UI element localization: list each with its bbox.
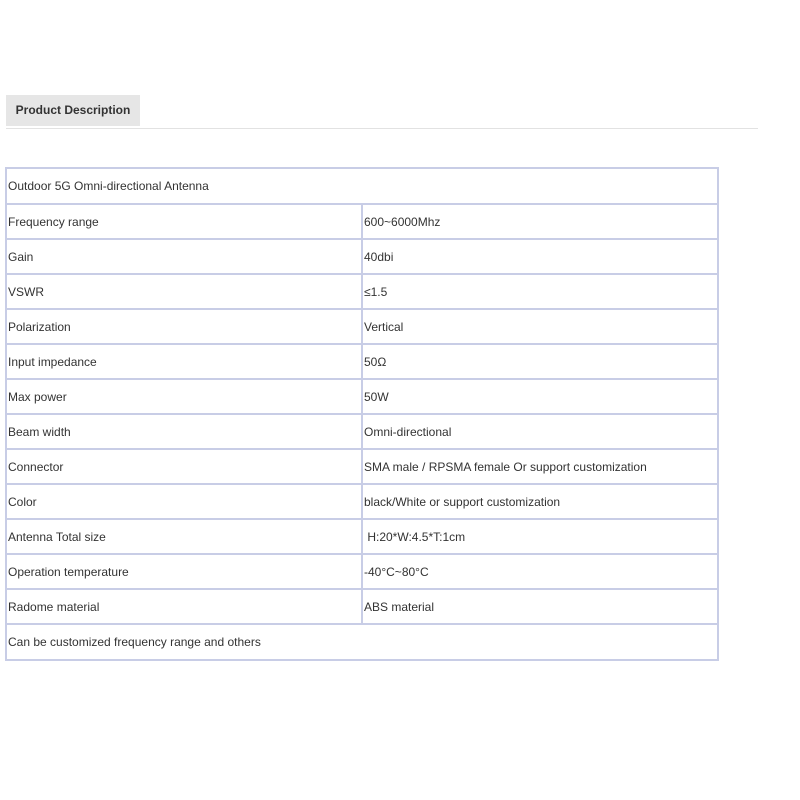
table-row [6,309,718,344]
table-note: Can be customized frequency range and others [6,624,718,660]
spec-label: VSWR [6,274,362,309]
spec-label: Gain [6,239,362,274]
table-title-row [6,168,718,204]
spec-label: Frequency range [6,204,362,239]
table-row [6,484,718,519]
table-row [6,519,718,554]
tab-product-description[interactable]: Product Description [6,95,140,126]
table-row [6,344,718,379]
spec-value: 50Ω [362,344,718,379]
spec-label: Polarization [6,309,362,344]
table-row [6,204,718,239]
spec-label: Color [6,484,362,519]
spec-value: Omni-directional [362,414,718,449]
table-note-row [6,624,718,660]
spec-label: Input impedance [6,344,362,379]
spec-label: Antenna Total size [6,519,362,554]
table-title: Outdoor 5G Omni-directional Antenna [6,168,718,204]
spec-table [5,167,719,661]
table-row [6,274,718,309]
spec-value: SMA male / RPSMA female Or support customization [362,449,718,484]
spec-label: Radome material [6,589,362,624]
spec-label: Max power [6,379,362,414]
table-row [6,449,718,484]
spec-value: ≤1.5 [362,274,718,309]
table-row [6,414,718,449]
spec-value: black/White or support customization [362,484,718,519]
spec-label: Beam width [6,414,362,449]
tab-bar [6,95,758,129]
spec-value: H:20*W:4.5*T:1cm [362,519,718,554]
spec-label: Operation temperature [6,554,362,589]
spec-label: Connector [6,449,362,484]
spec-value: ABS material [362,589,718,624]
spec-value: -40°C~80°C [362,554,718,589]
table-row [6,379,718,414]
table-row [6,589,718,624]
spec-value: 600~6000Mhz [362,204,718,239]
spec-value: 40dbi [362,239,718,274]
spec-value: Vertical [362,309,718,344]
table-row [6,554,718,589]
spec-value: 50W [362,379,718,414]
table-row [6,239,718,274]
